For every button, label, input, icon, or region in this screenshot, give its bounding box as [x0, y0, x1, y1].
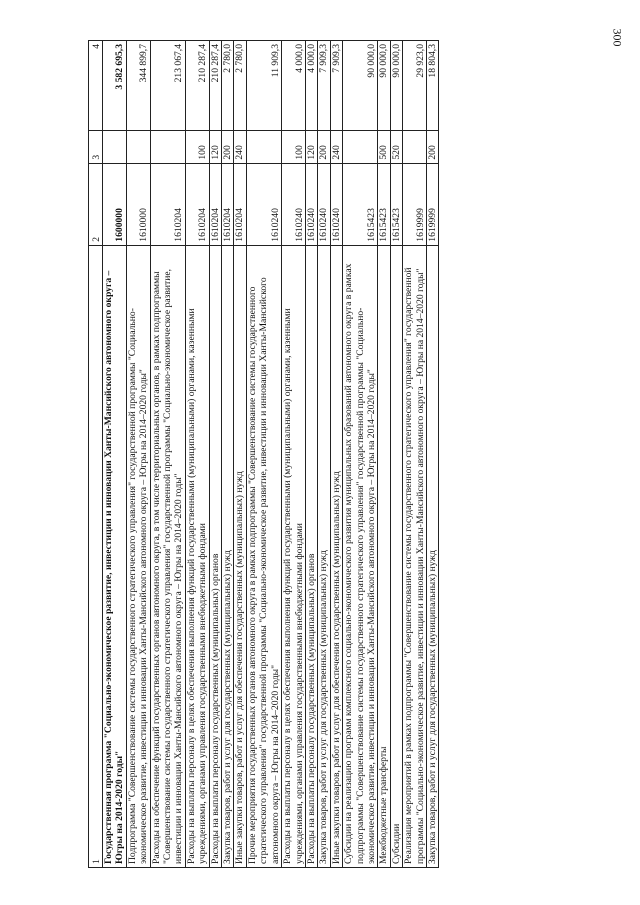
table-row	[378, 41, 390, 868]
cell-code: 1610204	[234, 163, 246, 245]
cell-name: Расходы на выплаты персоналу государственных (муниципальных) органов	[305, 245, 317, 867]
cell-amount: 90 000,0	[378, 41, 390, 131]
table-row	[403, 41, 427, 868]
cell-name: Расходы на выплаты персоналу в целях обеспечения выполнения функций государственными (муниципальными) органами, казенными учреждениями, органами управления государственными внебюджетными фондами	[185, 245, 209, 867]
cell-name: Межбюджетные трансферты	[378, 245, 390, 867]
cell-name: Закупка товаров, работ и услуг для государственных (муниципальных) нужд	[426, 245, 438, 867]
cell-name: Прочие мероприятия государственных органов автономного округа в рамках подпрограммы "Совершенствование системы государственного стратегического управления" государственной программы "Социально-экономическое развитие, инвестиции и инновации Ханты-Мансийского автономного округа – Югры на 2014–2020 годы"	[246, 245, 281, 867]
cell-type: 200	[426, 131, 438, 163]
cell-amount: 90 000,0	[343, 41, 378, 131]
budget-table-container	[88, 40, 590, 868]
cell-name: Закупка товаров, работ и услуг для государственных (муниципальных) нужд	[222, 245, 234, 867]
cell-type: 120	[209, 131, 221, 163]
cell-amount: 90 000,0	[390, 41, 402, 131]
cell-code: 1610204	[150, 163, 185, 245]
cell-type: 500	[378, 131, 390, 163]
table-row	[282, 41, 306, 868]
cell-amount: 213 067,4	[150, 41, 185, 131]
cell-code: 1610204	[209, 163, 221, 245]
cell-code: 1615423	[390, 163, 402, 245]
table-row	[390, 41, 402, 868]
table-row	[234, 41, 246, 868]
cell-amount: 210 287,4	[185, 41, 209, 131]
budget-table	[88, 40, 439, 868]
cell-type	[246, 131, 281, 163]
cell-name: Расходы на выплаты персоналу в целях обеспечения выполнения функций государственными (муниципальными) органами, казенными учреждениями, органами управления государственными внебюджетными фондами	[282, 245, 306, 867]
table-row	[343, 41, 378, 868]
header-col-code: 2	[89, 163, 103, 245]
table-row	[330, 41, 342, 868]
cell-amount: 4 000,0	[282, 41, 306, 131]
cell-code: 1610240	[282, 163, 306, 245]
cell-name: Закупка товаров, работ и услуг для государственных (муниципальных) нужд	[318, 245, 330, 867]
cell-type: 240	[234, 131, 246, 163]
cell-code: 1610204	[185, 163, 209, 245]
cell-amount: 2 780,0	[222, 41, 234, 131]
cell-name: Иные закупки товаров, работ и услуг для обеспечения государственных (муниципальных) нужд	[330, 245, 342, 867]
cell-type	[103, 131, 127, 163]
cell-code: 1615423	[343, 163, 378, 245]
cell-type: 520	[390, 131, 402, 163]
table-row	[222, 41, 234, 868]
cell-type: 100	[185, 131, 209, 163]
cell-name: Субсидии	[390, 245, 402, 867]
cell-type	[150, 131, 185, 163]
table-row	[209, 41, 221, 868]
header-col-type: 3	[89, 131, 103, 163]
table-row	[426, 41, 438, 868]
page-number: 300	[610, 28, 625, 47]
cell-name: Расходы на выплаты персоналу государственных (муниципальных) органов	[209, 245, 221, 867]
cell-code: 1610000	[126, 163, 150, 245]
cell-type: 200	[222, 131, 234, 163]
cell-name: Субсидии на реализацию программ комплексного социально-экономического развития муниципальных образований автономного округа в рамках подпрограммы "Совершенствование системы государственного стратегического управления" государственной программы "Социально-экономическое развитие, инвестиции и инновации Ханты-Мансийского автономного округа – Югры на 2014–2020 годы"	[343, 245, 378, 867]
header-col-amount: 4	[89, 41, 103, 131]
table-row	[246, 41, 281, 868]
cell-type	[126, 131, 150, 163]
cell-code: 1615423	[378, 163, 390, 245]
table-row	[126, 41, 150, 868]
cell-type: 240	[330, 131, 342, 163]
cell-code: 1619999	[426, 163, 438, 245]
cell-amount: 7 909,3	[330, 41, 342, 131]
cell-name: Государственная программа "Социально-экономическое развитие, инвестиции и инновации Ханты-Мансийского автономного округа – Югры на 2014-2020 годы"	[103, 245, 127, 867]
cell-amount: 4 000,0	[305, 41, 317, 131]
cell-name: Иные закупки товаров, работ и услуг для обеспечения государственных (муниципальных) нужд	[234, 245, 246, 867]
cell-name: Расходы на обеспечение функций государственных органов автономного округа, в том числе территориальных органов, в рамках подпрограммы "Совершенствование системы государственного стратегического управления" государственной программы "Социально-экономическое развитие, инвестиции и инновации Ханты-Мансийского автономного округа – Югры на 2014–2020 годы"	[150, 245, 185, 867]
cell-type	[343, 131, 378, 163]
cell-amount: 3 582 695,3	[103, 41, 127, 131]
table-row	[103, 41, 127, 868]
cell-type: 200	[318, 131, 330, 163]
table-row	[150, 41, 185, 868]
table-body	[103, 41, 439, 868]
cell-amount: 29 923,0	[403, 41, 427, 131]
cell-type	[403, 131, 427, 163]
table-row	[318, 41, 330, 868]
cell-code: 1610240	[246, 163, 281, 245]
cell-type: 100	[282, 131, 306, 163]
cell-code: 1619999	[403, 163, 427, 245]
cell-amount: 344 899,7	[126, 41, 150, 131]
cell-amount: 210 287,4	[209, 41, 221, 131]
cell-name: Реализация мероприятий в рамках подпрограммы "Совершенствование системы государственного стратегического управления" государственной программы "Социально-экономическое развитие, инвестиции и инновации Ханты-Мансийского автономного округа – Югры на 2014–2020 годы"	[403, 245, 427, 867]
cell-code: 1610240	[318, 163, 330, 245]
cell-type: 120	[305, 131, 317, 163]
cell-amount: 18 804,3	[426, 41, 438, 131]
table-row	[305, 41, 317, 868]
cell-amount: 11 909,3	[246, 41, 281, 131]
table-row	[185, 41, 209, 868]
cell-code: 1610240	[305, 163, 317, 245]
header-col-name: 1	[89, 245, 103, 867]
table-header-row	[89, 41, 103, 868]
cell-code: 1610204	[222, 163, 234, 245]
cell-code: 1600000	[103, 163, 127, 245]
cell-amount: 2 780,0	[234, 41, 246, 131]
cell-code: 1610240	[330, 163, 342, 245]
cell-amount: 7 909,3	[318, 41, 330, 131]
cell-name: Подпрограмма "Совершенствование системы государственного стратегического управления" государственной программы "Социально-экономическое развитие, инвестиции и инновации Ханты-Мансийского автономного округа – Югры на 2014–2020 годы"	[126, 245, 150, 867]
